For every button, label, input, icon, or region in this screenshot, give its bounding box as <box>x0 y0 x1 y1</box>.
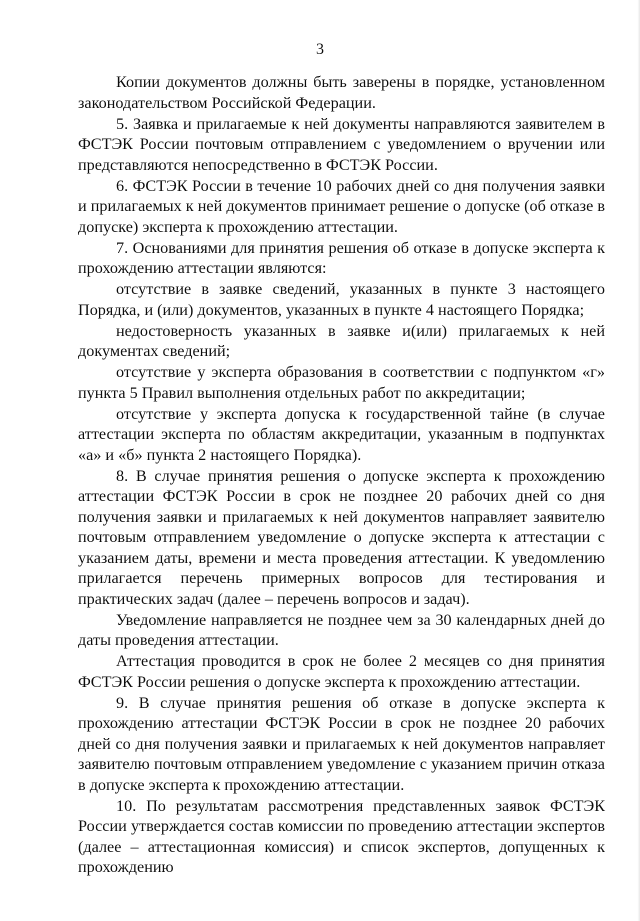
paragraph-item-7-grounds: 7. Основаниями для принятия решения об отказе в допуске эксперта к прохождению аттестации являются: <box>78 238 605 277</box>
paragraph-ground-no-education: отсутствие у эксперта образования в соответствии с подпунктом «г» пункта 5 Правил выполнения отдельных работ по аккредитации; <box>78 363 605 402</box>
paragraph-notification-timing: Уведомление направляется не позднее чем за 30 календарных дней до даты проведения аттестации. <box>78 610 605 649</box>
paragraph-attestation-term: Аттестация проводится в срок не более 2 месяцев со дня принятия ФСТЭК России решения о допуске эксперта к прохождению аттестации. <box>78 652 605 691</box>
paragraph-ground-missing-info: отсутствие в заявке сведений, указанных в пункте 3 настоящего Порядка, и (или) документов, указанных в пункте 4 настоящего Порядка; <box>78 280 605 319</box>
paragraph-ground-false-info: недостоверность указанных в заявке и(или) прилагаемых к ней документах сведений; <box>78 321 605 360</box>
paragraph-item-5-submission: 5. Заявка и прилагаемые к ней документы направляются заявителем в ФСТЭК России почтовым отправлением с уведомлением о вручении или представляются непосредственно в ФСТЭК России. <box>78 114 605 174</box>
paragraph-copies-certification: Копии документов должны быть заверены в порядке, установленном законодательством Российской Федерации. <box>78 73 605 112</box>
page-number: 3 <box>316 41 324 58</box>
paragraph-item-6-decision: 6. ФСТЭК России в течение 10 рабочих дней со дня получения заявки и прилагаемых к ней документов принимает решение о допуске (об отказе в допуске) эксперта к прохождению аттестации. <box>78 176 605 236</box>
paragraph-item-9-refusal: 9. В случае принятия решения об отказе в допуске эксперта к прохождению аттестации ФСТЭК России в срок не позднее 20 рабочих дней со дня получения заявки и прилагаемых к ней документов направляет заявителю почтовым отправлением уведомление с указанием причин отказа в допуске эксперта к прохождению аттестации. <box>78 693 605 794</box>
paragraph-item-8-admission: 8. В случае принятия решения о допуске эксперта к прохождению аттестации ФСТЭК России в срок не позднее 20 рабочих дней со дня получения заявки и прилагаемых к ней документов направляет заявителю почтовым отправлением уведомление о допуске эксперта к аттестации с указанием даты, времени и места проведения аттестации. К уведомлению прилагается перечень примерных вопросов для тестирования и практических задач (далее – перечень вопросов и задач). <box>78 466 605 608</box>
document-body <box>78 72 605 878</box>
paragraph-ground-no-clearance: отсутствие у эксперта допуска к государственной тайне (в случае аттестации эксперта по областям аккредитации, указанным в подпунктах «а» и «б» пункта 2 настоящего Порядка). <box>78 404 605 464</box>
paragraph-item-10-commission: 10. По результатам рассмотрения представленных заявок ФСТЭК России утверждается состав комиссии по проведению аттестации экспертов (далее – аттестационная комиссия) и список экспертов, допущенных к прохождению <box>78 796 605 876</box>
